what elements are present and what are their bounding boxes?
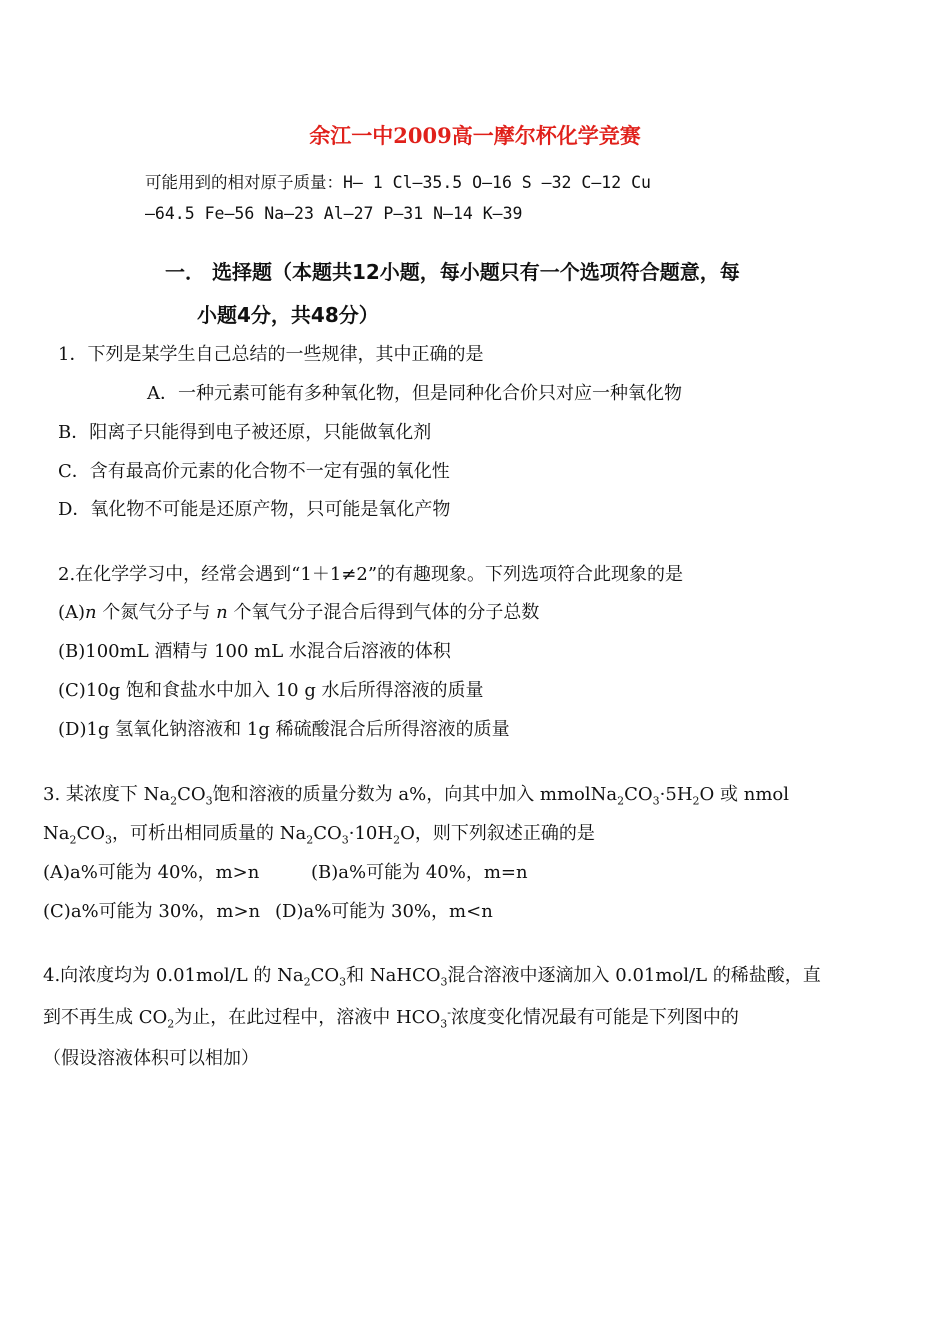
q2-stem: 2.在化学学习中，经常会遇到“1＋1≠2”的有趣现象。下列选项符合此现象的是 <box>58 564 684 585</box>
q4-stem-line-1: 4.向浓度均为 0.01mol/L 的 $Na_2CO_3$和 NaHCO$_3$混合溶液中逐滴加入 0.01mol/L 的稀盐酸，直 <box>43 965 821 989</box>
q4-stem-line-3: （假设溶液体积可以相加） <box>43 1048 259 1069</box>
q2-option-d: (D)1g 氢氧化钠溶液和 1g 稀硫酸混合后所得溶液的质量 <box>58 719 510 740</box>
q1-option-d: D．氧化物不可能是还原产物，只可能是氧化产物 <box>58 499 451 520</box>
q3-stem-line-1: 3. 某浓度下 $Na_2CO_3$饱和溶液的质量分数为 a%，向其中加入 $mmolNa_2CO_3\cdot 5H_2O$ 或 nmol <box>43 784 790 808</box>
q3-option-c: (C)a%可能为 30%，m>n <box>43 901 261 922</box>
q3-option-d: (D)a%可能为 30%，m<n <box>275 901 493 922</box>
q1-option-b: B．阳离子只能得到电子被还原，只能做氧化剂 <box>58 422 432 443</box>
atomic-mass-line-1: 可能用到的相对原子质量：H— 1 Cl—35.5 O—16 S —32 C—12 Cu <box>145 173 651 192</box>
q2-option-c: (C)10g 饱和食盐水中加入 10 g 水后所得溶液的质量 <box>58 680 484 701</box>
q4-stem-line-2: 到不再生成 $CO_2$为止，在此过程中，溶液中 $HCO_3^-$浓度变化情况最有可能是下列图中的 <box>43 1006 739 1031</box>
document-title: 余江一中2009高一摩尔杯化学竞赛 <box>309 123 641 148</box>
q1-option-a: A．一种元素可能有多种氧化物，但是同种化合价只对应一种氧化物 <box>147 383 682 404</box>
section-heading-line-2: 小题4分，共48分） <box>197 303 379 327</box>
q3-option-b: (B)a%可能为 40%，m=n <box>311 862 528 883</box>
q1-option-c: C．含有最高价元素的化合物不一定有强的氧化性 <box>58 461 450 482</box>
atomic-mass-line-2: —64.5 Fe—56 Na—23 Al—27 P—31 N—14 K—39 <box>145 204 523 223</box>
section-heading-line-1: 一． 选择题（本题共12小题，每小题只有一个选项符合题意，每 <box>165 260 740 284</box>
q2-option-b: (B)100mL 酒精与 100 mL 水混合后溶液的体积 <box>58 641 451 662</box>
q3-option-a: (A)a%可能为 40%，m>n <box>43 862 260 883</box>
q2-option-a: (A)n 个氮气分子与 n 个氧气分子混合后得到气体的分子总数 <box>58 602 540 623</box>
q1-stem: 1．下列是某学生自己总结的一些规律，其中正确的是 <box>58 344 484 365</box>
q3-stem-line-2: $Na_2CO_3$，可析出相同质量的 $Na_2CO_3\cdot 10H_2O$，则下列叙述正确的是 <box>43 823 595 847</box>
